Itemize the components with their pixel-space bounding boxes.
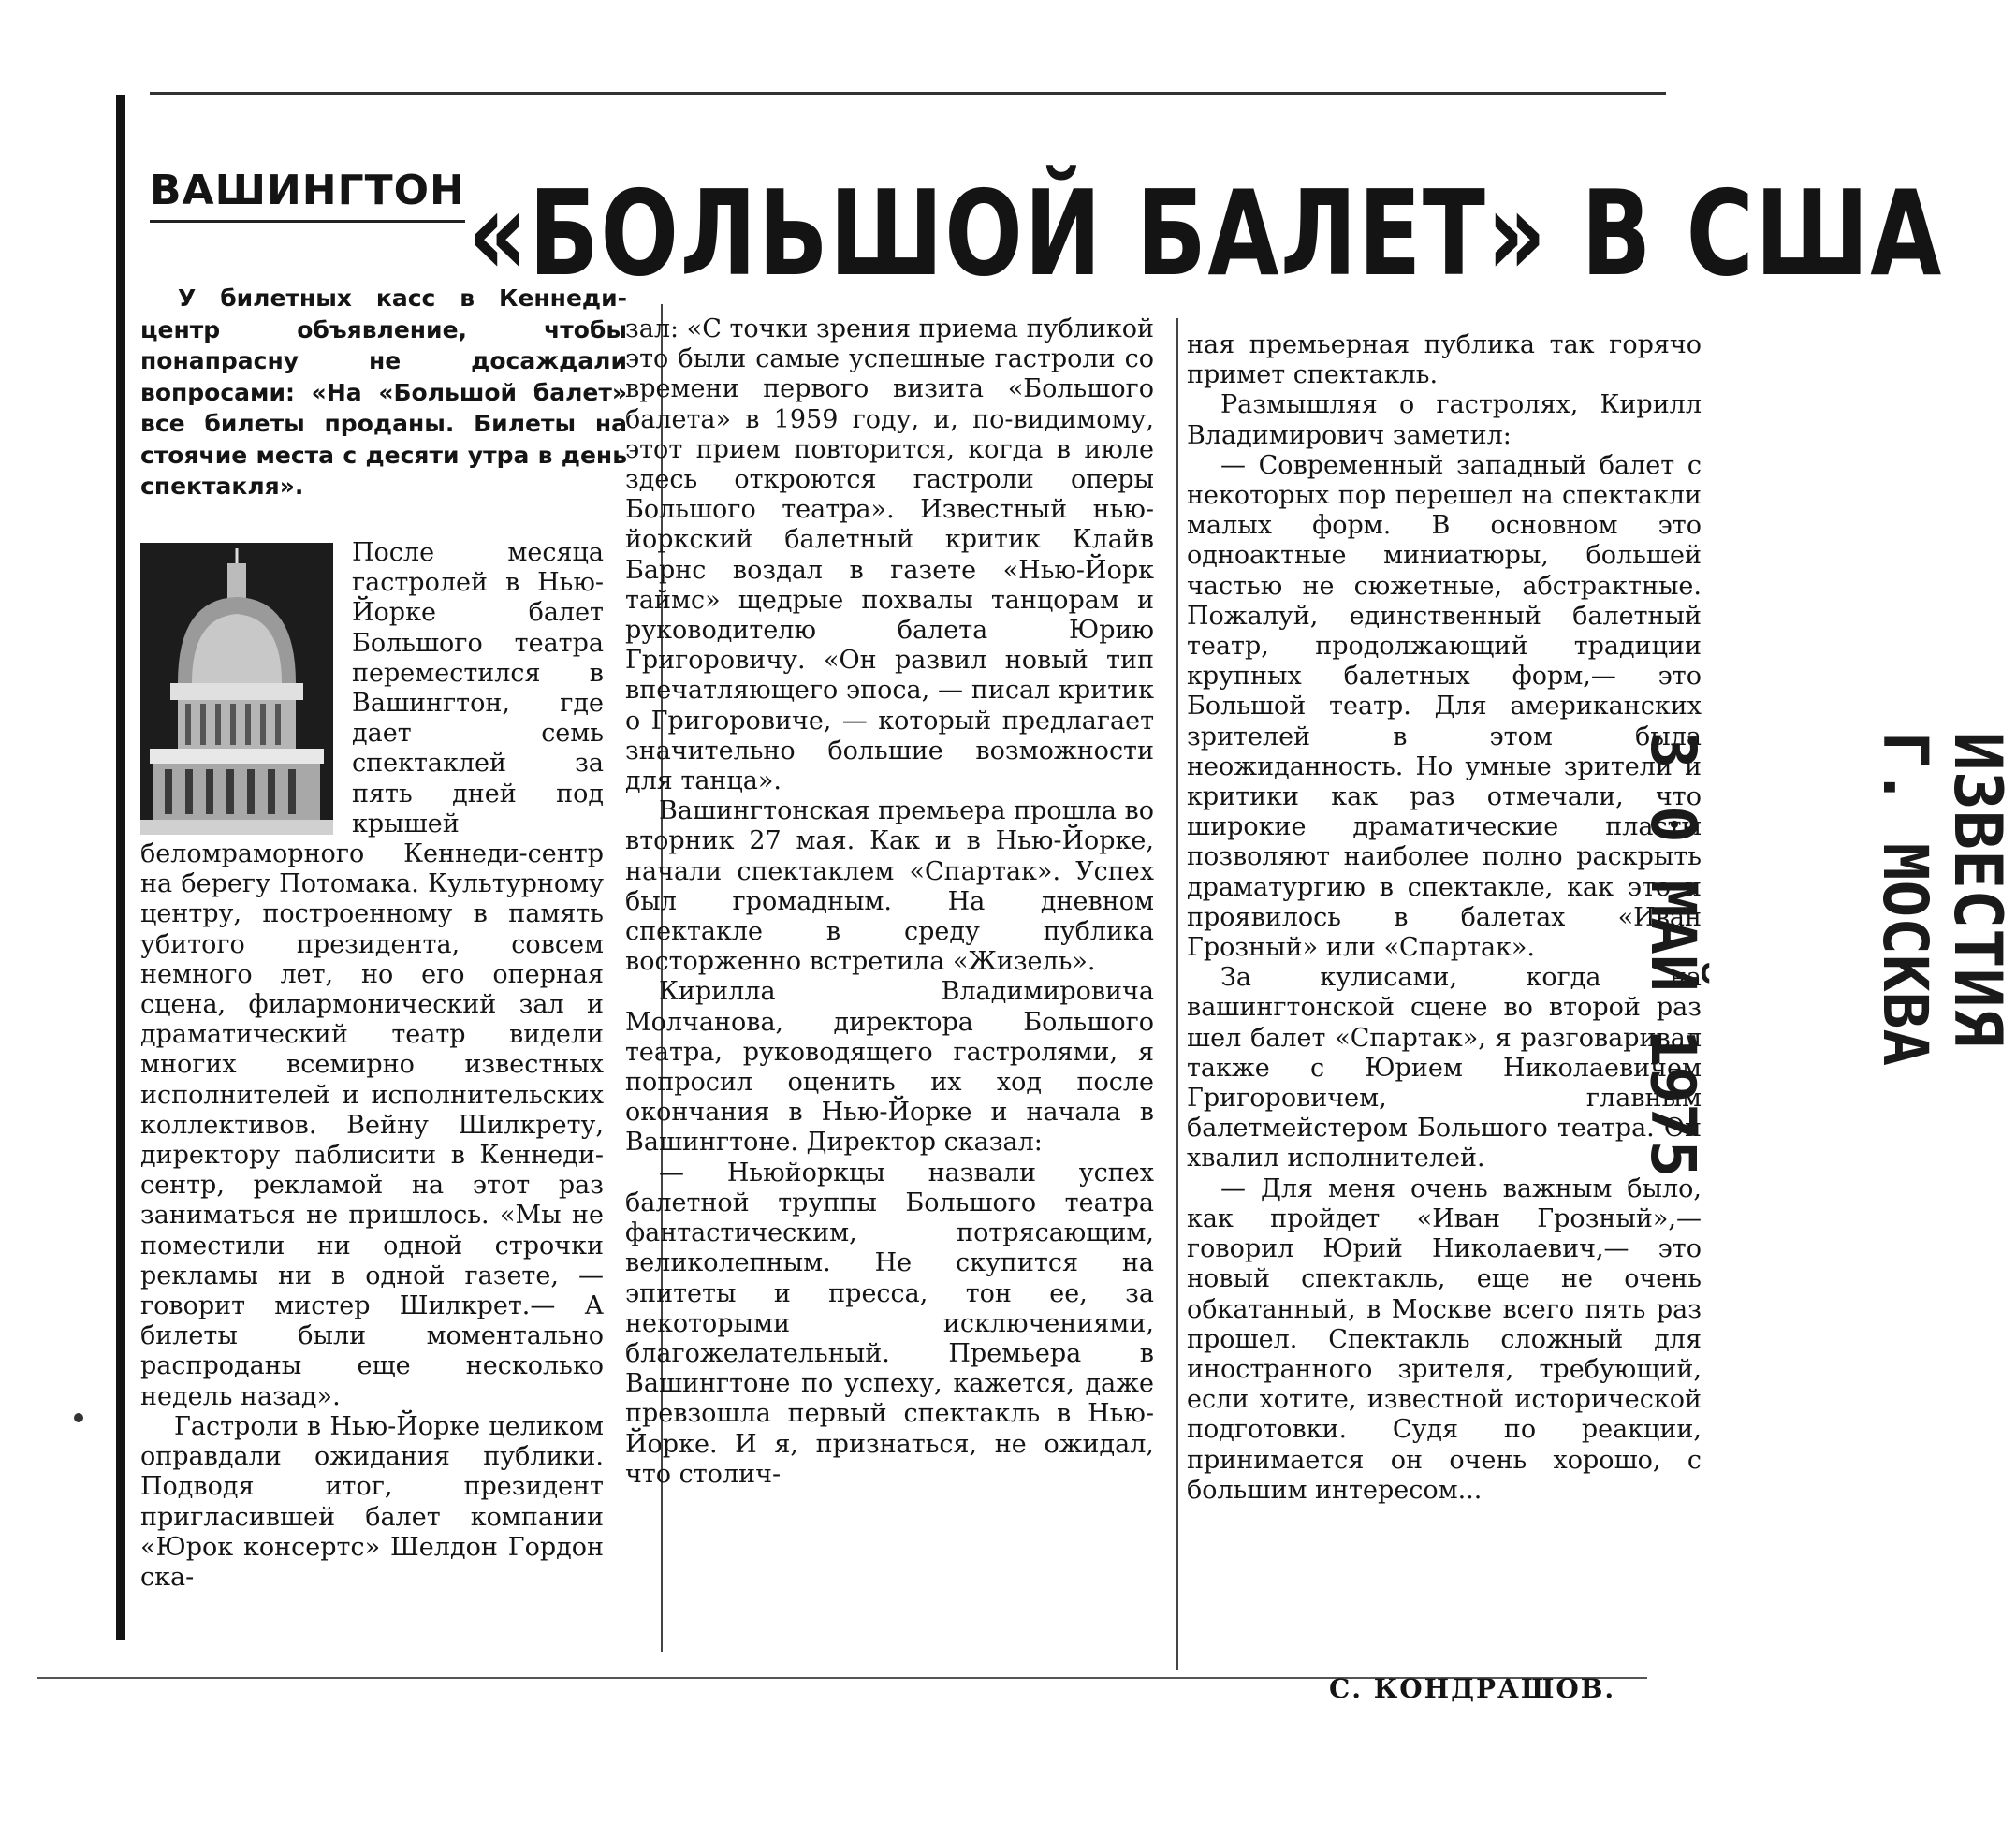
stamp-city: Г. МОСКВА xyxy=(1869,731,1941,1067)
column-2-paragraph: — Ньюйоркцы назвали успех балетной труппы Большого театра фантастическим, потрясающим, великолепным. Не скупится на эпитеты и пресса, тон ее, за некоторыми исключениями, благожелательный. Премьера в Вашингтоне по успеху, кажется, даже превзошла первый спектакль в Нью-Йорке. И я, признаться, не ожидал, что столич- xyxy=(625,1158,1154,1489)
stamp-date: 3 0 МАЙ 1975 xyxy=(1637,731,1709,1178)
column-3-paragraph: ная премьерная публика так горячо примет спектакль. xyxy=(1187,330,1702,390)
punch-hole-mark xyxy=(74,1413,83,1422)
column-3-paragraph: — Для меня очень важным было, как пройдет «Иван Грозный»,— говорил Юрий Николаевич,— это новый спектакль, еще не очень обкатанный, в Москве всего пять раз прошел. Спектакль сложный для иностранного зрителя, требующий, если хотите, известной исторической подготовки. Судя по реакции, принимается он очень хорошо, с большим интересом... xyxy=(1187,1173,1702,1505)
left-margin-rule xyxy=(116,95,125,1640)
author-signature: С. КОНДРАШОВ. xyxy=(1329,1673,1616,1704)
column-divider xyxy=(1176,318,1178,1670)
column-3-paragraph: За кулисами, когда на вашингтонской сцене во второй раз шел балет «Спартак», я разговаривал также с Юрием Николаевичем Григоровичем, главным балетмейстером Большого театра. Он хвалил исполнителей. xyxy=(1187,963,1702,1173)
stamp-newspaper-name: ИЗВЕСТИЯ xyxy=(1939,731,2016,1047)
capitol-illustration xyxy=(140,543,333,835)
column-3-paragraph: — Современный западный балет с некоторых пор перешел на спектакли малых форм. В основном это одноактные миниатюры, большей частью не сюжетные, абстрактные. Пожалуй, единственный балетный театр, продолжающий традиции крупных балетных форм,— это Большой театр. Для американских зрителей в этом была неожиданность. Но умные зрители и критики как раз отмечали, что широкие драматические пласты позволяют наиболее полно раскрыть драматургию в спектакле, как это и проявилось в балетах «Иван Грозный» или «Спартак». xyxy=(1187,450,1702,963)
column-1-paragraph: Гастроли в Нью-Йорке целиком оправдали ожидания публики. Подводя итог, президент пригласившей балет компании «Юрок консертс» Шелдон Гордон ска- xyxy=(140,1411,604,1592)
column-2 xyxy=(625,314,1154,1490)
lead-paragraph: У билетных касс в Кеннеди-центр объявление, чтобы понапрасну не досаждали вопросами: «На «Большой балет» все билеты проданы. Билеты на стоячие места с десяти утра в день спектакля». xyxy=(140,284,627,500)
top-rule xyxy=(150,92,1666,95)
column-1-paragraph: После месяца гастролей в Нью-Йорке балет Большого театра переместился в Вашингтон, где дает семь спектаклей за пять дней под крышей беломраморного Кеннеди-сентр на берегу Потомака. Культурному центру, построенному в память убитого президента, совсем немного лет, но его оперная сцена, филармонический зал и драматический театр видели многих всемирно известных исполнителей и исполнительских коллективов. Вейну Шилкрету, директору паблисити в Кеннеди-сентр, рекламой на этот раз заниматься не пришлось. «Мы не поместили ни одной строчки рекламы ни в одной газете, — говорит мистер Шилкрет.— А билеты были моментально распроданы еще несколько недель назад». xyxy=(140,538,604,1411)
column-2-paragraph: Кирилла Владимировича Молчанова, директора Большого театра, руководящего гастролями, я попросил оценить их ход после окончания в Нью-Йорке и начала в Вашингтоне. Директор сказал: xyxy=(625,977,1154,1158)
column-1 xyxy=(140,538,604,1593)
column-3-paragraph: Размышляя о гастролях, Кирилл Владимирович заметил: xyxy=(1187,390,1702,450)
column-3 xyxy=(1187,330,1702,1506)
headline: «БОЛЬШОЙ БАЛЕТ» В США xyxy=(468,165,1943,302)
column-2-paragraph: зал: «С точки зрения приема публикой это были самые успешные гастроли со времени первого визита «Большого балета» в 1959 году, и, по-видимому, этот прием повторится, когда в июле здесь откроются гастроли оперы Большого театра». Известный нью-йоркский балетный критик Клайв Барнс воздал в газете «Нью-Йорк таймс» щедрые похвалы танцорам и руководителю балета Юрию Григоровичу. «Он развил новый тип впечатляющего эпоса, — писал критик о Григоровиче, — который предлагает значительно большие возможности для танца». xyxy=(625,314,1154,796)
column-2-paragraph: Вашингтонская премьера прошла во вторник 27 мая. Как и в Нью-Йорке, начали спектаклем «Спартак». Успех был громадным. На дневном спектакле в среду публика восторженно встретила «Жизель». xyxy=(625,796,1154,977)
izvestia-date-stamp xyxy=(1636,732,2014,1178)
dateline: ВАШИНГТОН xyxy=(150,167,465,223)
